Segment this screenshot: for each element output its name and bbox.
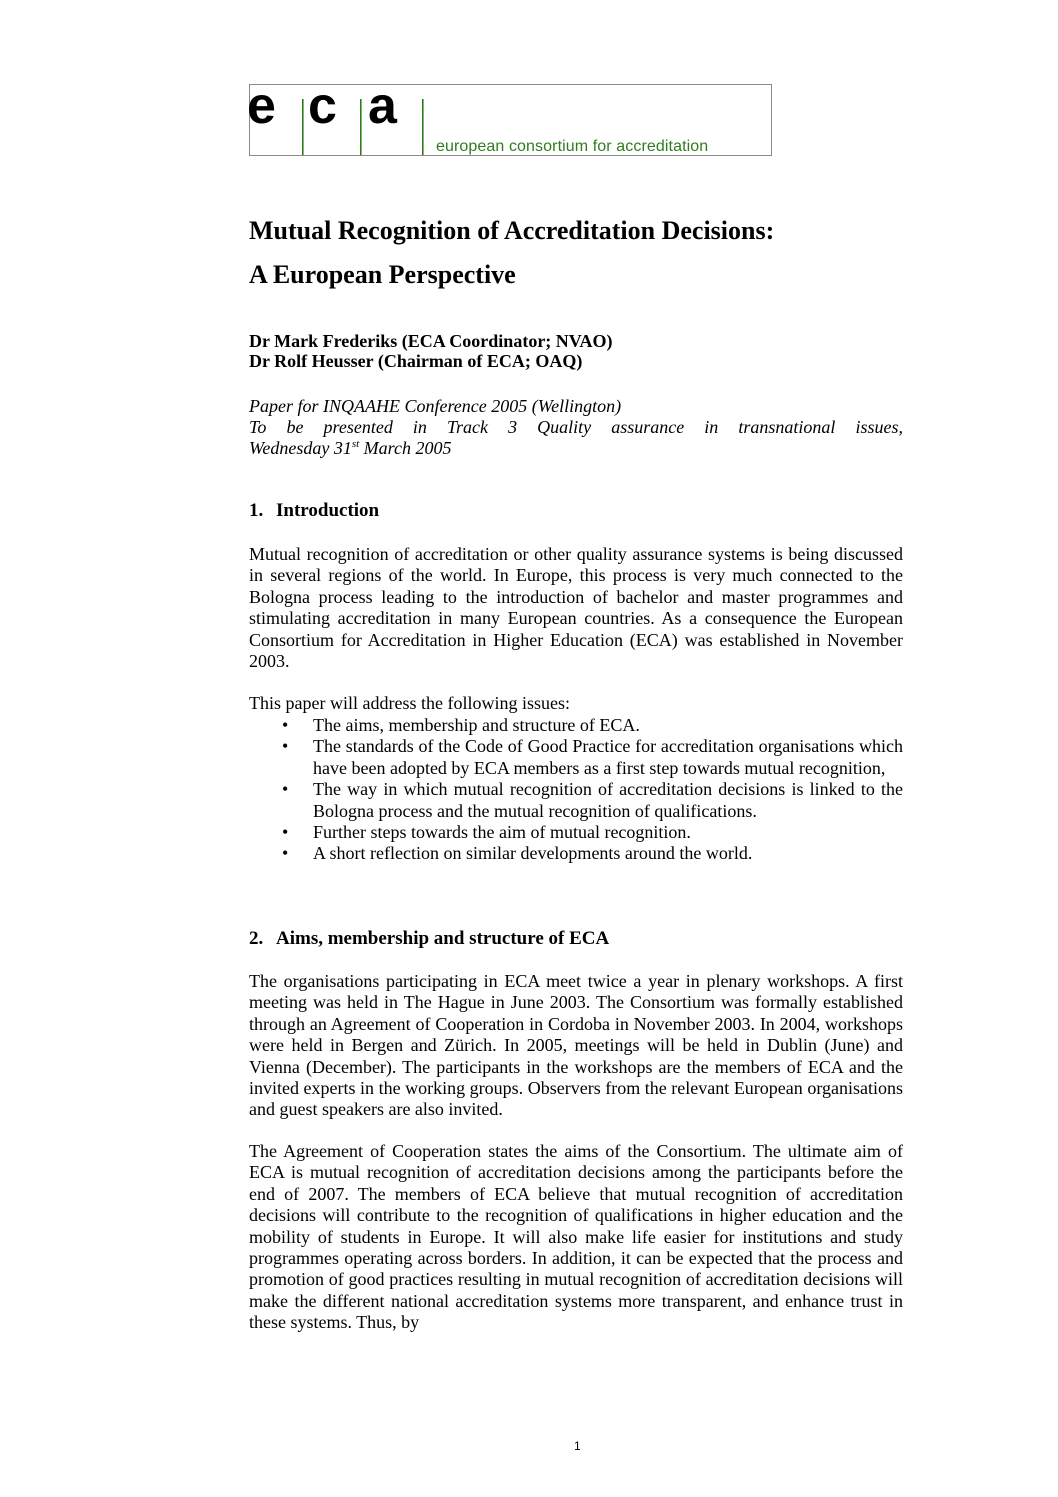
list-item <box>249 843 903 864</box>
paper-info <box>249 396 903 459</box>
section-2-paragraph-1: The organisations participating in ECA meet twice a year in plenary workshops. A first meeting was held in The Hague in June 2003. The Consortium was formally established through an Agreement of Cooperation in Cordoba in November 2003. In 2004, workshops were held in Bergen and Zürich. In 2005, meetings will be held in Dublin (June) and Vienna (December). The participants in the workshops are the members of ECA and the invited experts in the working groups. Observers from the relevant European organisations and guest speakers are also invited. <box>249 971 903 1120</box>
logo-stem-1 <box>302 99 304 155</box>
authors <box>249 331 612 371</box>
list-item-text: The aims, membership and structure of ECA. <box>313 715 640 735</box>
eca-logo-mark <box>247 77 450 155</box>
list-item <box>249 736 903 779</box>
section-1-number: 1. <box>249 500 264 521</box>
section-2-heading <box>249 928 609 950</box>
date-day: Wednesday 31 <box>249 438 352 458</box>
bullet-icon: • <box>282 843 289 864</box>
author-2: Dr Rolf Heusser (Chairman of ECA; OAQ) <box>249 351 583 371</box>
list-item <box>249 822 903 843</box>
document-title-line-1: Mutual Recognition of Accreditation Decisions: <box>249 216 775 245</box>
bullet-icon: • <box>282 822 289 843</box>
section-1-paragraph-1: Mutual recognition of accreditation or other quality assurance systems is being discussed in several regions of the world. In Europe, this process is very much connected to the Bologna process leading to the introduction of bachelor and master programmes and stimulating accreditation in many European countries. As a consequence the European Consortium for Accreditation in Higher Education (ECA) was established in November 2003. <box>249 544 903 672</box>
issues-list <box>249 715 903 865</box>
page-number: 1 <box>574 1439 581 1453</box>
list-item-text: The standards of the Code of Good Practice for accreditation organisations which have been adopted by ECA members as a first step towards mutual recognition, <box>313 736 903 778</box>
list-item <box>249 715 903 736</box>
date-ordinal: st <box>351 438 360 450</box>
paper-info-date <box>249 438 903 459</box>
list-item <box>249 779 903 822</box>
date-month-year: March 2005 <box>359 438 452 458</box>
logo-tagline: european consortium for accreditation <box>436 138 709 155</box>
logo-letter-e: e <box>247 77 276 135</box>
logo-stem-2 <box>360 99 362 155</box>
section-2-title: Aims, membership and structure of ECA <box>276 928 610 949</box>
section-1-title: Introduction <box>276 500 380 521</box>
paper-info-track: To be presented in Track 3 Quality assurance in transnational issues, <box>249 417 903 437</box>
author-1: Dr Mark Frederiks (ECA Coordinator; NVAO) <box>249 331 613 351</box>
eca-logo <box>247 77 772 156</box>
bullet-icon: • <box>282 779 289 800</box>
section-1-heading <box>249 500 379 522</box>
list-item-text: Further steps towards the aim of mutual recognition. <box>313 822 691 843</box>
list-item-text: A short reflection on similar developments around the world. <box>313 843 753 864</box>
list-item-text: The way in which mutual recognition of accreditation decisions is linked to the Bologna process and the mutual recognition of qualifications. <box>313 779 903 821</box>
logo-letter-c: c <box>308 77 337 135</box>
logo-letter-a: a <box>368 77 397 135</box>
document-title-line-2: A European Perspective <box>249 260 516 289</box>
section-2-number: 2. <box>249 928 264 949</box>
bullet-icon: • <box>282 736 289 757</box>
section-1-paragraph-2: This paper will address the following issues: <box>249 693 570 713</box>
bullet-icon: • <box>282 715 289 735</box>
paper-info-conference: Paper for INQAAHE Conference 2005 (Wellington) <box>249 396 622 416</box>
logo-stem-3 <box>422 99 424 155</box>
section-2-paragraph-2: The Agreement of Cooperation states the aims of the Consortium. The ultimate aim of ECA is mutual recognition of accreditation decisions among the participants before the end of 2007. The members of ECA believe that mutual recognition of accreditation decisions will contribute to the recognition of qualifications in higher education and the mobility of students in Europe. It will also make life easier for institutions and study programmes operating across borders. In addition, it can be expected that the process and promotion of good practices resulting in mutual recognition of accreditation decisions will make the different national accreditation systems more transparent, and enhance trust in these systems. Thus, by <box>249 1141 903 1333</box>
